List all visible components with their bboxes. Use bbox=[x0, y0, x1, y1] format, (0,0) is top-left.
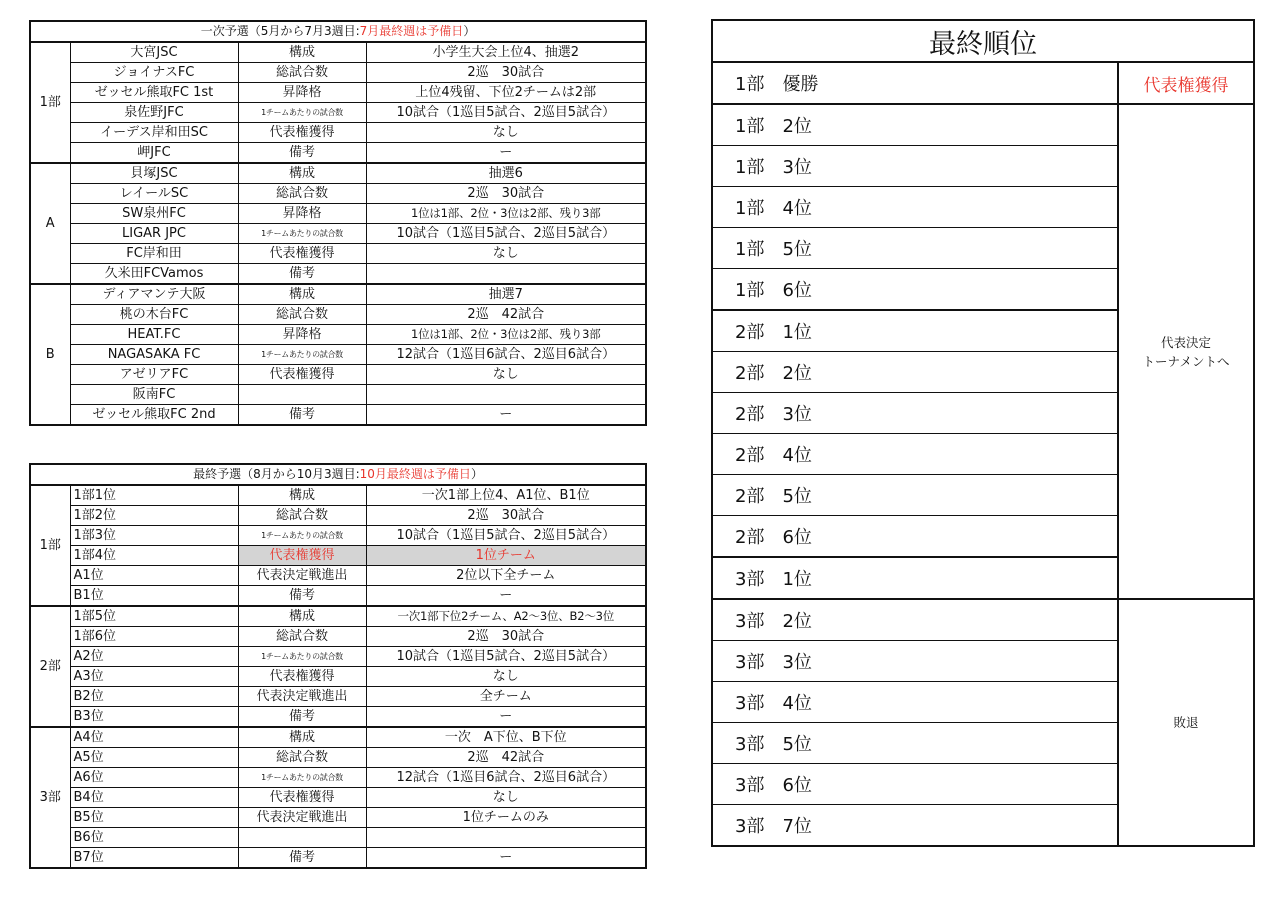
team-name: ジョイナスFC bbox=[70, 63, 238, 83]
qualifier-position: B4位 bbox=[70, 788, 238, 808]
rule-value: 1位チームのみ bbox=[366, 808, 646, 828]
rule-key: 構成 bbox=[238, 727, 366, 748]
standings-rank: 3部 7位 bbox=[712, 805, 1118, 847]
tournament-note-line1: 代表決定 bbox=[1160, 334, 1211, 350]
qualifier-position: B2位 bbox=[70, 687, 238, 707]
rule-value: 1位は1部、2位・3位は2部、残り3部 bbox=[366, 325, 646, 345]
team-name: 泉佐野JFC bbox=[70, 103, 238, 123]
table-row bbox=[30, 325, 646, 345]
rule-value: 10試合（1巡目5試合、2巡目5試合） bbox=[366, 103, 646, 123]
table-row bbox=[30, 184, 646, 204]
rule-value: 一次1部上位4、A1位、B1位 bbox=[366, 485, 646, 506]
rule-key: 昇降格 bbox=[238, 204, 366, 224]
team-name: ディアマンテ大阪 bbox=[70, 284, 238, 305]
table-row bbox=[30, 667, 646, 687]
team-name: HEAT.FC bbox=[70, 325, 238, 345]
rule-value: 抽選7 bbox=[366, 284, 646, 305]
team-name: ゼッセル熊取FC 2nd bbox=[70, 405, 238, 426]
standings-row bbox=[712, 104, 1254, 146]
group-label: 2部 bbox=[30, 606, 70, 727]
rule-key: 備考 bbox=[238, 586, 366, 607]
table-row bbox=[30, 788, 646, 808]
standings-rank: 3部 2位 bbox=[712, 599, 1118, 641]
table-row bbox=[30, 526, 646, 546]
qualifier-position: 1部4位 bbox=[70, 546, 238, 566]
rule-value: 10試合（1巡目5試合、2巡目5試合） bbox=[366, 647, 646, 667]
standings-rank: 2部 3位 bbox=[712, 393, 1118, 434]
rule-key bbox=[238, 828, 366, 848]
final-title-note: 10月最終週は予備日 bbox=[359, 467, 471, 481]
table-row bbox=[30, 566, 646, 586]
table-row bbox=[30, 727, 646, 748]
final-qualifier-table bbox=[29, 463, 647, 869]
table-row bbox=[30, 707, 646, 728]
final-standings-table bbox=[711, 19, 1255, 847]
rule-key: 総試合数 bbox=[238, 627, 366, 647]
table-row bbox=[30, 606, 646, 627]
team-name: LIGAR JPC bbox=[70, 224, 238, 244]
qualifier-position: A2位 bbox=[70, 647, 238, 667]
rule-key: 代表決定戦進出 bbox=[238, 687, 366, 707]
rule-key: 総試合数 bbox=[238, 748, 366, 768]
standings-title: 最終順位 bbox=[712, 20, 1254, 62]
qualifier-position: A1位 bbox=[70, 566, 238, 586]
rule-key: 代表決定戦進出 bbox=[238, 566, 366, 586]
rule-key: 1チームあたりの試合数 bbox=[238, 224, 366, 244]
standings-rank: 3部 5位 bbox=[712, 723, 1118, 764]
table-row bbox=[30, 808, 646, 828]
group-label: B bbox=[30, 284, 70, 425]
table-row bbox=[30, 647, 646, 667]
rule-value: ー bbox=[366, 586, 646, 607]
final-title-close: ） bbox=[470, 467, 483, 481]
table-row bbox=[30, 768, 646, 788]
table-row bbox=[30, 103, 646, 123]
standings-rank: 2部 4位 bbox=[712, 434, 1118, 475]
team-name: 貝塚JSC bbox=[70, 163, 238, 184]
rule-value: 抽選6 bbox=[366, 163, 646, 184]
table-row bbox=[30, 748, 646, 768]
table-row bbox=[30, 506, 646, 526]
tournament-note-line2: トーナメントへ bbox=[1142, 353, 1230, 369]
rule-key: 構成 bbox=[238, 163, 366, 184]
final-header-row bbox=[30, 464, 646, 485]
team-name: 大宮JSC bbox=[70, 42, 238, 63]
rule-value: 12試合（1巡目6試合、2巡目6試合） bbox=[366, 345, 646, 365]
standings-rank: 3部 4位 bbox=[712, 682, 1118, 723]
team-name: ゼッセル熊取FC 1st bbox=[70, 83, 238, 103]
rule-value: なし bbox=[366, 667, 646, 687]
qualifier-position: 1部6位 bbox=[70, 627, 238, 647]
table-row bbox=[30, 143, 646, 164]
rule-value: 2巡 42試合 bbox=[366, 748, 646, 768]
rule-value: ー bbox=[366, 143, 646, 164]
table-row bbox=[30, 385, 646, 405]
qualifier-position: A5位 bbox=[70, 748, 238, 768]
table-row bbox=[30, 63, 646, 83]
rule-key: 昇降格 bbox=[238, 83, 366, 103]
rule-value bbox=[366, 828, 646, 848]
rule-value: なし bbox=[366, 123, 646, 143]
rule-key bbox=[238, 385, 366, 405]
tournament-note bbox=[1118, 104, 1254, 599]
standings-title-row bbox=[712, 20, 1254, 62]
standings-row bbox=[712, 599, 1254, 641]
rule-value: 2巡 30試合 bbox=[366, 184, 646, 204]
table-row bbox=[30, 284, 646, 305]
rule-value: 一次1部下位2チーム、A2～3位、B2～3位 bbox=[366, 606, 646, 627]
rule-value bbox=[366, 264, 646, 285]
rule-key: 構成 bbox=[238, 606, 366, 627]
qualifier-position: 1部3位 bbox=[70, 526, 238, 546]
rule-key: 備考 bbox=[238, 848, 366, 869]
standings-rank: 3部 1位 bbox=[712, 557, 1118, 599]
qualifier-position: 1部2位 bbox=[70, 506, 238, 526]
table-row bbox=[30, 485, 646, 506]
standings-rank: 2部 5位 bbox=[712, 475, 1118, 516]
rule-value: 2巡 30試合 bbox=[366, 63, 646, 83]
standings-rank: 3部 3位 bbox=[712, 641, 1118, 682]
group-label: 1部 bbox=[30, 42, 70, 163]
champion-note: 代表権獲得 bbox=[1118, 62, 1254, 104]
rule-key: 代表権獲得 bbox=[238, 365, 366, 385]
rule-key: 備考 bbox=[238, 143, 366, 164]
final-title-text: 最終予選（8月から10月3週目: bbox=[193, 467, 360, 481]
qualifier-position: A6位 bbox=[70, 768, 238, 788]
standings-rank: 3部 6位 bbox=[712, 764, 1118, 805]
table-row bbox=[30, 123, 646, 143]
team-name: NAGASAKA FC bbox=[70, 345, 238, 365]
group-label: 3部 bbox=[30, 727, 70, 868]
rule-key: 構成 bbox=[238, 42, 366, 63]
qualifier-position: B7位 bbox=[70, 848, 238, 869]
rule-key: 1チームあたりの試合数 bbox=[238, 345, 366, 365]
table-row bbox=[30, 345, 646, 365]
standings-rank: 2部 2位 bbox=[712, 352, 1118, 393]
rule-key-highlight: 代表権獲得 bbox=[238, 546, 366, 566]
rule-value: 2巡 30試合 bbox=[366, 627, 646, 647]
table-row bbox=[30, 83, 646, 103]
rule-key: 1チームあたりの試合数 bbox=[238, 103, 366, 123]
table-row bbox=[30, 244, 646, 264]
table-row bbox=[30, 305, 646, 325]
preliminary-title-close: ） bbox=[463, 24, 476, 38]
rule-value: 1位は1部、2位・3位は2部、残り3部 bbox=[366, 204, 646, 224]
rule-key: 総試合数 bbox=[238, 63, 366, 83]
rule-key: 1チームあたりの試合数 bbox=[238, 647, 366, 667]
rule-key: 1チームあたりの試合数 bbox=[238, 526, 366, 546]
rule-key: 昇降格 bbox=[238, 325, 366, 345]
rule-key: 構成 bbox=[238, 485, 366, 506]
table-row bbox=[30, 828, 646, 848]
team-name: 阪南FC bbox=[70, 385, 238, 405]
table-row bbox=[30, 627, 646, 647]
rule-value: ー bbox=[366, 848, 646, 869]
final-title bbox=[30, 464, 646, 485]
standings-rank: 1部 2位 bbox=[712, 104, 1118, 146]
table-row bbox=[30, 224, 646, 244]
rule-value: 一次 A下位、B下位 bbox=[366, 727, 646, 748]
rule-value: ー bbox=[366, 707, 646, 728]
table-row bbox=[30, 163, 646, 184]
group-label: A bbox=[30, 163, 70, 284]
team-name: 桃の木台FC bbox=[70, 305, 238, 325]
rule-value: 上位4残留、下位2チームは2部 bbox=[366, 83, 646, 103]
standings-row bbox=[712, 62, 1254, 104]
preliminary-title-note: 7月最終週は予備日 bbox=[359, 24, 464, 38]
rule-key: 代表権獲得 bbox=[238, 244, 366, 264]
qualifier-position: B6位 bbox=[70, 828, 238, 848]
rule-value: 2巡 30試合 bbox=[366, 506, 646, 526]
table-row bbox=[30, 586, 646, 607]
table-row bbox=[30, 365, 646, 385]
rule-key: 代表決定戦進出 bbox=[238, 808, 366, 828]
rule-value: 全チーム bbox=[366, 687, 646, 707]
rule-key: 構成 bbox=[238, 284, 366, 305]
team-name: 岬JFC bbox=[70, 143, 238, 164]
team-name: レイールSC bbox=[70, 184, 238, 204]
eliminated-note: 敗退 bbox=[1118, 599, 1254, 846]
rule-value: なし bbox=[366, 788, 646, 808]
rule-key: 備考 bbox=[238, 405, 366, 426]
standings-rank: 1部 優勝 bbox=[712, 62, 1118, 104]
table-row bbox=[30, 204, 646, 224]
rule-value: 10試合（1巡目5試合、2巡目5試合） bbox=[366, 526, 646, 546]
qualifier-position: B5位 bbox=[70, 808, 238, 828]
preliminary-header-row bbox=[30, 21, 646, 42]
rule-key: 代表権獲得 bbox=[238, 667, 366, 687]
qualifier-position: A3位 bbox=[70, 667, 238, 687]
qualifier-position: B1位 bbox=[70, 586, 238, 607]
rule-value: なし bbox=[366, 244, 646, 264]
rule-key: 代表権獲得 bbox=[238, 123, 366, 143]
rule-value: 2巡 42試合 bbox=[366, 305, 646, 325]
rule-key: 1チームあたりの試合数 bbox=[238, 768, 366, 788]
rule-key: 総試合数 bbox=[238, 305, 366, 325]
rule-value: 10試合（1巡目5試合、2巡目5試合） bbox=[366, 224, 646, 244]
qualifier-position: 1部1位 bbox=[70, 485, 238, 506]
rule-key: 代表権獲得 bbox=[238, 788, 366, 808]
rule-value-highlight: 1位チーム bbox=[366, 546, 646, 566]
rule-key: 総試合数 bbox=[238, 506, 366, 526]
rule-value: なし bbox=[366, 365, 646, 385]
rule-value: 12試合（1巡目6試合、2巡目6試合） bbox=[366, 768, 646, 788]
table-row bbox=[30, 848, 646, 869]
rule-key: 備考 bbox=[238, 707, 366, 728]
rule-value: 小学生大会上位4、抽選2 bbox=[366, 42, 646, 63]
rule-value: ー bbox=[366, 405, 646, 426]
team-name: SW泉州FC bbox=[70, 204, 238, 224]
table-row bbox=[30, 264, 646, 285]
table-row bbox=[30, 42, 646, 63]
table-row bbox=[30, 687, 646, 707]
qualifier-position: 1部5位 bbox=[70, 606, 238, 627]
standings-rank: 2部 1位 bbox=[712, 310, 1118, 352]
preliminary-title-text: 一次予選（5月から7月3週目: bbox=[200, 24, 360, 38]
table-row bbox=[30, 405, 646, 426]
rule-key: 備考 bbox=[238, 264, 366, 285]
team-name: 久米田FCVamos bbox=[70, 264, 238, 285]
qualifier-position: B3位 bbox=[70, 707, 238, 728]
standings-rank: 1部 3位 bbox=[712, 146, 1118, 187]
team-name: アゼリアFC bbox=[70, 365, 238, 385]
rule-value: 2位以下全チーム bbox=[366, 566, 646, 586]
rule-key: 総試合数 bbox=[238, 184, 366, 204]
preliminary-title bbox=[30, 21, 646, 42]
standings-rank: 2部 6位 bbox=[712, 516, 1118, 558]
preliminary-table bbox=[29, 20, 647, 426]
qualifier-position: A4位 bbox=[70, 727, 238, 748]
table-row bbox=[30, 546, 646, 566]
standings-rank: 1部 6位 bbox=[712, 269, 1118, 311]
standings-rank: 1部 4位 bbox=[712, 187, 1118, 228]
team-name: FC岸和田 bbox=[70, 244, 238, 264]
group-label: 1部 bbox=[30, 485, 70, 606]
rule-value bbox=[366, 385, 646, 405]
standings-rank: 1部 5位 bbox=[712, 228, 1118, 269]
team-name: イーデス岸和田SC bbox=[70, 123, 238, 143]
